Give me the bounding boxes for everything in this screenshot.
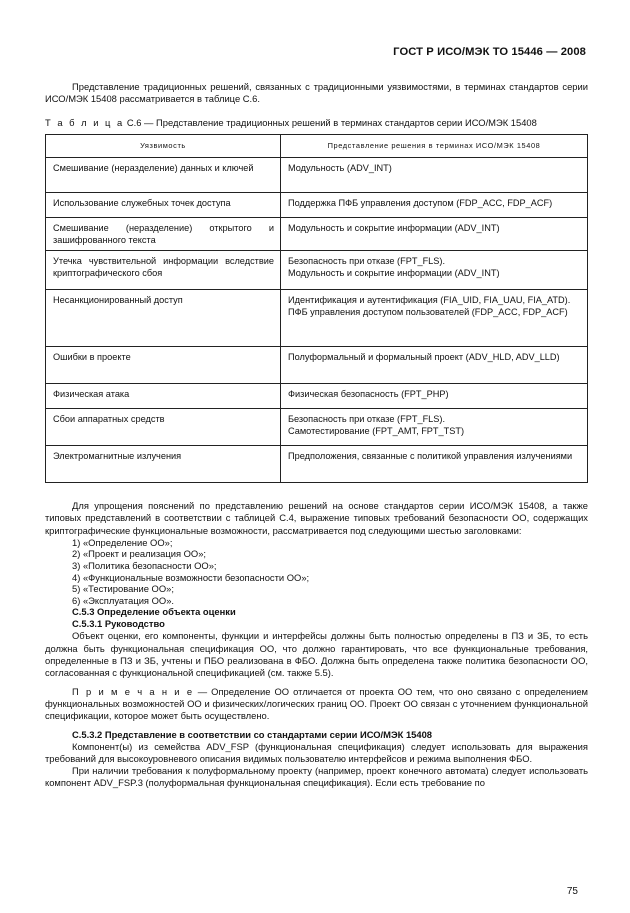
solution-cell: Идентификация и аутентификация (FIA_UID, FIA_UAU, FIA_ATD). ПФБ управления доступом пользователей (FDP_ACC, FDP_ACF)	[281, 290, 588, 347]
section-c532-heading: С.5.3.2 Представление в соответствии со стандартами серии ИСО/МЭК 15408	[72, 728, 433, 740]
table-row	[46, 218, 588, 251]
list-item: 6) «Эксплуатация ОО».	[72, 594, 175, 606]
solution-cell: Безопасность при отказе (FPT_FLS). Самотестирование (FPT_AMT, FPT_TST)	[281, 409, 588, 446]
table-header-row	[46, 135, 588, 158]
vulnerability-cell: Утечка чувствительной информации вследствие криптографического сбоя	[46, 251, 281, 290]
list-item: 2) «Проект и реализация ОО»;	[72, 548, 207, 560]
table-row	[46, 193, 588, 218]
para-after-table: Для упрощения пояснений по представлению решений на основе стандартов серии ИСО/МЭК 15408, а также типовых представлений в соответствии с таблицей С.4, выражение типовых требований безопасности ОО, содержащих криптографические функциональные возможности, рассматривается под следующими шестью заголовками:	[45, 500, 588, 536]
vulnerability-cell: Сбои аппаратных средств	[46, 409, 281, 446]
table-caption	[45, 117, 588, 128]
list-item: 1) «Определение ОО»;	[72, 536, 173, 548]
table-caption-text: С.6 — Представление традиционных решений в терминах стандартов серии ИСО/МЭК 15408	[124, 117, 537, 128]
table-row	[46, 409, 588, 446]
para-c531: Объект оценки, его компоненты, функции и интерфейсы должны быть полностью определены в ПЗ и ЗБ, то есть должна быть функциональная спецификация ОО, что должно гарантировать, что все функциональные требования, определенные в ПЗ и ЗБ, учтены и ПБО реализована в ФБО. Должна быть определена также политика безопасности ОО, согласованная с функциональной спецификацией (см. также 5.5).	[45, 630, 588, 679]
solutions-table	[45, 134, 588, 483]
solution-cell: Физическая безопасность (FPT_PHP)	[281, 384, 588, 409]
table-row	[46, 251, 588, 290]
table-row	[46, 347, 588, 384]
vulnerability-cell: Несанкционированный доступ	[46, 290, 281, 347]
note-prefix: П р и м е ч а н и е	[72, 685, 194, 697]
solution-cell: Модульность и сокрытие информации (ADV_INT)	[281, 218, 588, 251]
table-row	[46, 158, 588, 193]
vulnerability-cell: Смешивание (неразделение) открытого и зашифрованного текста	[46, 218, 281, 251]
vulnerability-cell: Использование служебных точек доступа	[46, 193, 281, 218]
para-c532-1: Компонент(ы) из семейства ADV_FSP (функциональная спецификация) следует использовать для выражения требований для высокоуровневого описания видимых пользователю интерфейсов и режима выполнения ФБО.	[45, 740, 588, 764]
list-item: 3) «Политика безопасности ОО»;	[72, 560, 217, 572]
list-item: 4) «Функциональные возможности безопасности ОО»;	[72, 571, 310, 583]
solution-cell: Предположения, связанные с политикой управления излучениями	[281, 446, 588, 483]
table-row	[46, 446, 588, 483]
page-number: 75	[566, 886, 578, 897]
table-caption-prefix: Т а б л и ц а	[45, 117, 125, 128]
solution-cell: Модульность (ADV_INT)	[281, 158, 588, 193]
vulnerability-cell: Смешивание (неразделение) данных и ключей	[46, 158, 281, 193]
body-text	[45, 500, 588, 790]
section-c53-heading: С.5.3 Определение объекта оценки	[72, 606, 236, 618]
table-row	[46, 290, 588, 347]
solution-cell: Поддержка ПФБ управления доступом (FDP_ACC, FDP_ACF)	[281, 193, 588, 218]
note-text: — Определение ОО отличается от проекта ОО тем, что оно связано с определением функциональных возможностей ОО и физических/логических границ ОО. Проект ОО связан с уточнением функциональной спецификации, которое может быть осуществлено.	[45, 685, 589, 722]
solution-cell: Полуформальный и формальный проект (ADV_HLD, ADV_LLD)	[281, 347, 588, 384]
intro-paragraph: Представление традиционных решений, связанных с традиционными уязвимостями, в терминах стандартов серии ИСО/МЭК 15408 рассматривается в таблице С.6.	[45, 81, 588, 105]
list-item: 5) «Тестирование ОО»;	[72, 583, 174, 595]
table-row	[46, 384, 588, 409]
vulnerability-cell: Электромагнитные излучения	[46, 446, 281, 483]
header-solution: Представление решения в терминах ИСО/МЭК 15408	[281, 135, 588, 158]
solution-cell: Безопасность при отказе (FPT_FLS). Модульность и сокрытие информации (ADV_INT)	[281, 251, 588, 290]
note-paragraph	[45, 686, 588, 723]
vulnerability-cell: Ошибки в проекте	[46, 347, 281, 384]
page-header: ГОСТ Р ИСО/МЭК ТО 15446 — 2008	[393, 46, 586, 58]
header-vulnerability: Уязвимость	[46, 135, 281, 158]
para-c532-2: При наличии требования к полуформальному проекту (например, проект конечного автомата) следует использовать компонент ADV_FSP.3 (полуформальная функциональная спецификация). Если есть требование по	[45, 765, 588, 789]
section-c531-heading: С.5.3.1 Руководство	[72, 618, 165, 630]
vulnerability-cell: Физическая атака	[46, 384, 281, 409]
headings-list	[45, 537, 588, 607]
